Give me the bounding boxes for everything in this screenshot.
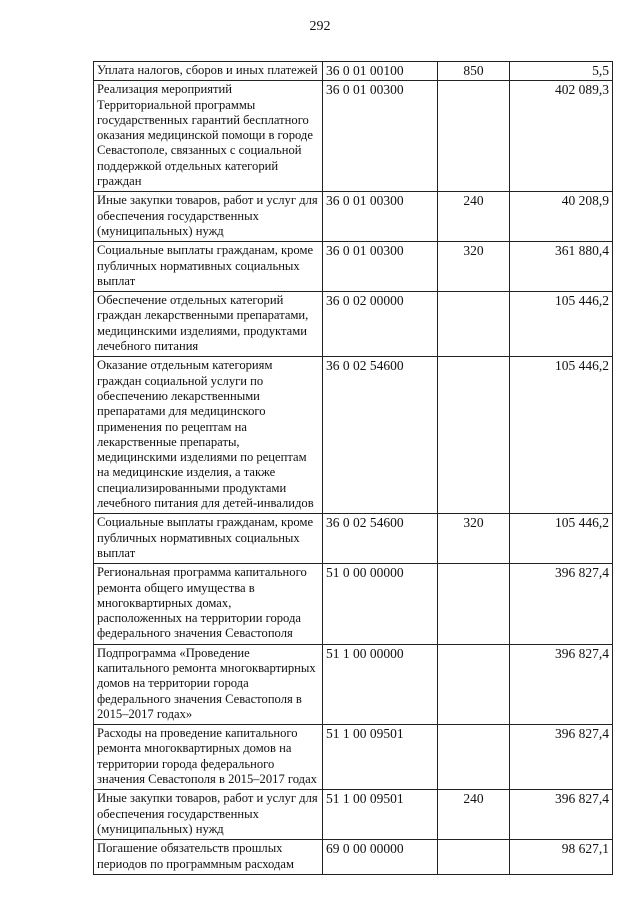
expense-type-cell: 240 — [438, 192, 510, 242]
expense-type-cell — [438, 81, 510, 192]
expense-name-cell: Обеспечение отдельных категорий граждан лекарственными препаратами, медицинскими изделиями, продуктами лечебного питания — [94, 292, 323, 357]
expense-type-cell: 320 — [438, 242, 510, 292]
target-article-code-cell: 51 1 00 09501 — [323, 725, 438, 790]
expense-name-cell: Реализация мероприятий Территориальной программы государственных гарантий бесплатного оказания медицинской помощи в городе Севастополе, связанных с социальной поддержкой отдельных категорий граждан — [94, 81, 323, 192]
table-row — [94, 725, 613, 790]
budget-table-body — [94, 62, 613, 875]
amount-cell: 5,5 — [510, 62, 613, 81]
target-article-code-cell: 51 0 00 00000 — [323, 564, 438, 644]
expense-type-cell: 240 — [438, 790, 510, 840]
amount-cell: 105 446,2 — [510, 357, 613, 514]
expense-type-cell — [438, 292, 510, 357]
expense-type-cell — [438, 840, 510, 875]
expense-name-cell: Социальные выплаты гражданам, кроме публичных нормативных социальных выплат — [94, 242, 323, 292]
expense-type-cell — [438, 357, 510, 514]
table-row — [94, 242, 613, 292]
expense-name-cell: Социальные выплаты гражданам, кроме публичных нормативных социальных выплат — [94, 514, 323, 564]
table-row — [94, 357, 613, 514]
target-article-code-cell: 36 0 01 00300 — [323, 192, 438, 242]
table-row — [94, 644, 613, 724]
amount-cell: 396 827,4 — [510, 790, 613, 840]
target-article-code-cell: 36 0 02 00000 — [323, 292, 438, 357]
table-row — [94, 62, 613, 81]
expense-name-cell: Погашение обязательств прошлых периодов по программным расходам — [94, 840, 323, 875]
expense-type-cell: 320 — [438, 514, 510, 564]
table-row — [94, 192, 613, 242]
expense-name-cell: Региональная программа капитального ремонта общего имущества в многоквартирных домах, расположенных на территории города федерального значения Севастополя — [94, 564, 323, 644]
target-article-code-cell: 36 0 02 54600 — [323, 357, 438, 514]
table-row — [94, 292, 613, 357]
expense-name-cell: Иные закупки товаров, работ и услуг для обеспечения государственных (муниципальных) нужд — [94, 790, 323, 840]
expense-type-cell — [438, 725, 510, 790]
expense-type-cell: 850 — [438, 62, 510, 81]
amount-cell: 396 827,4 — [510, 725, 613, 790]
page-number: 292 — [309, 19, 331, 34]
target-article-code-cell: 36 0 01 00300 — [323, 81, 438, 192]
amount-cell: 396 827,4 — [510, 564, 613, 644]
target-article-code-cell: 51 1 00 09501 — [323, 790, 438, 840]
table-row — [94, 840, 613, 875]
table-row — [94, 790, 613, 840]
table-row — [94, 514, 613, 564]
expense-name-cell: Уплата налогов, сборов и иных платежей — [94, 62, 323, 81]
amount-cell: 396 827,4 — [510, 644, 613, 724]
amount-cell: 402 089,3 — [510, 81, 613, 192]
table-row — [94, 81, 613, 192]
expense-name-cell: Расходы на проведение капитального ремонта многоквартирных домов на территории города федерального значения Севастополя в 2015–2017 годах — [94, 725, 323, 790]
target-article-code-cell: 36 0 01 00300 — [323, 242, 438, 292]
target-article-code-cell: 69 0 00 00000 — [323, 840, 438, 875]
expense-name-cell: Подпрограмма «Проведение капитального ремонта многоквартирных домов на территории города федерального значения Севастополя в 2015–2017 годах» — [94, 644, 323, 724]
amount-cell: 98 627,1 — [510, 840, 613, 875]
target-article-code-cell: 51 1 00 00000 — [323, 644, 438, 724]
expense-name-cell: Оказание отдельным категориям граждан социальной услуги по обеспечению лекарственными препаратами для медицинского применения по рецептам на лекарственные препараты, медицинскими изделиями по рецептам на медицинские изделия, а также специализированными продуктами лечебного питания для детей-инвалидов — [94, 357, 323, 514]
expense-type-cell — [438, 644, 510, 724]
amount-cell: 40 208,9 — [510, 192, 613, 242]
expense-type-cell — [438, 564, 510, 644]
table-row — [94, 564, 613, 644]
target-article-code-cell: 36 0 02 54600 — [323, 514, 438, 564]
amount-cell: 105 446,2 — [510, 514, 613, 564]
budget-table — [93, 61, 613, 875]
target-article-code-cell: 36 0 01 00100 — [323, 62, 438, 81]
amount-cell: 361 880,4 — [510, 242, 613, 292]
expense-name-cell: Иные закупки товаров, работ и услуг для обеспечения государственных (муниципальных) нужд — [94, 192, 323, 242]
amount-cell: 105 446,2 — [510, 292, 613, 357]
